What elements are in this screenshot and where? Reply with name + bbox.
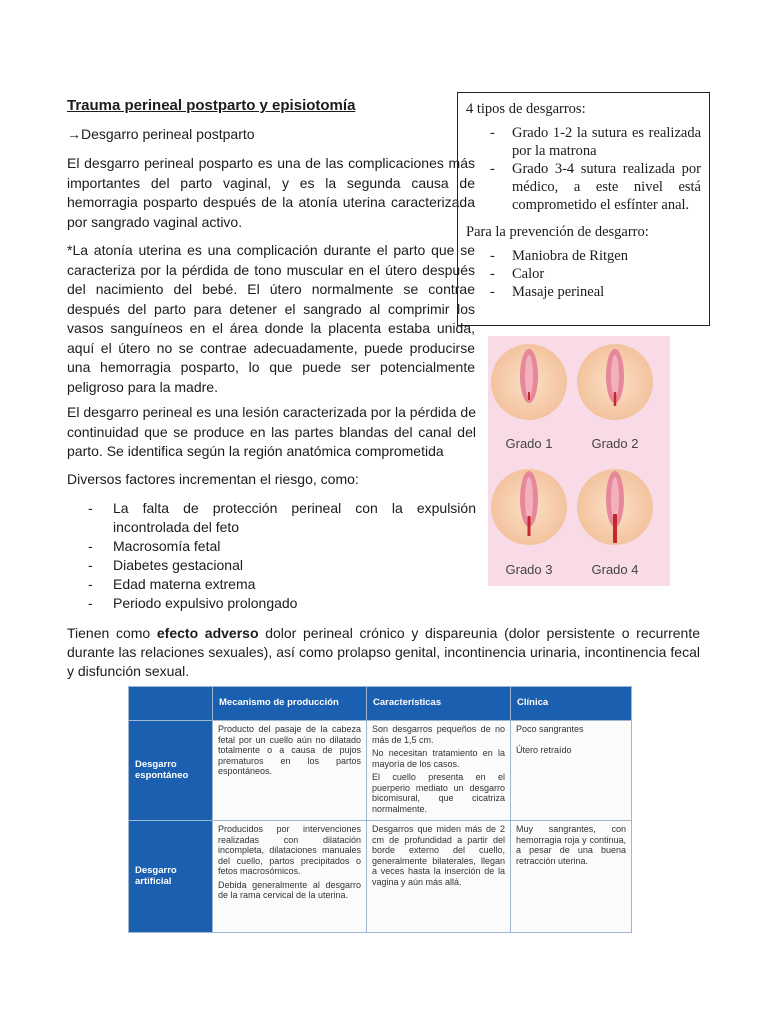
row-label: Desgarro artificial — [129, 821, 213, 933]
table-header-clinic: Clínica — [511, 687, 632, 721]
subtitle-text: Desgarro perineal postparto — [81, 126, 255, 142]
table-row — [129, 821, 632, 933]
grade-4-label: Grado 4 — [591, 562, 639, 577]
cell-text: Poco sangrantes — [516, 724, 584, 734]
grade-3-label: Grado 3 — [505, 562, 553, 577]
list-item: - Grado 1-2 la sutura es realizada por la matrona — [490, 124, 701, 160]
prevention-list — [490, 247, 701, 301]
paragraph-definition: El desgarro perineal posparto es una de las complicaciones más importantes del parto vaginal, y es la segunda causa de hemorragia posparto después de la atonía uterina caracterizada por sangrado vaginal activo. — [67, 155, 475, 230]
table-row — [129, 721, 632, 821]
list-item: - Edad materna extrema — [88, 575, 476, 594]
table-header-characteristics: Características — [367, 687, 511, 721]
table-header-empty — [129, 687, 213, 721]
grade-4-figure — [577, 469, 653, 545]
grade-2-label: Grado 2 — [591, 436, 639, 451]
cell-text: Muy sangrantes, con hemorragia roja y continua, a pesar de una buena retracción uterina. — [516, 824, 626, 866]
cell-text: Debida generalmente al desgarro de la rama cervical de la uterina. — [218, 879, 361, 900]
list-item: - Maniobra de Ritgen — [490, 247, 701, 265]
bold-term: efecto adverso — [156, 625, 259, 641]
table-header-row — [129, 687, 632, 721]
list-item: - Masaje perineal — [490, 283, 701, 301]
list-item: - Diabetes gestacional — [88, 556, 476, 575]
list-item: - Macrosomía fetal — [88, 537, 476, 556]
list-item: - Periodo expulsivo prolongado — [88, 594, 476, 613]
risk-factor-list — [88, 499, 476, 613]
text-span: Tienen como — [67, 625, 157, 641]
tear-types-list — [490, 124, 701, 214]
paragraph-lesion: El desgarro perineal es una lesión caracterizada por la pérdida de continuidad que se produce en las partes blandas del canal del parto. Se identifica según la región anatómica comprometida — [67, 404, 476, 459]
tear-degrees-illustration — [488, 336, 670, 586]
cell-clinic — [511, 721, 632, 821]
cell-text: Útero retraído — [516, 744, 572, 755]
list-item: - Grado 3-4 sutura realizada por médico, a este nivel está comprometido el esfínter anal. — [490, 160, 701, 214]
tear-classification-table — [128, 686, 632, 933]
cell-mechanism — [213, 821, 367, 933]
arrow-right-icon: → — [67, 126, 81, 142]
box-heading: 4 tipos de desgarros: — [466, 101, 586, 117]
row-label: Desgarro espontáneo — [129, 721, 213, 821]
cell-characteristics — [367, 821, 511, 933]
cell-text: Producto del pasaje de la cabeza fetal por un cuello aún no dilatado totalmente o a causa de pujos prematuros en los partos espontáneos. — [218, 724, 361, 776]
list-item: - Calor — [490, 265, 701, 283]
cell-text: Son desgarros pequeños de no más de 1,5 cm. — [372, 724, 505, 745]
cell-clinic — [511, 821, 632, 933]
paragraph-atonia: *La atonía uterina es una complicación durante el parto que se caracteriza por la pérdida de tono muscular en el útero después del nacimiento del bebé. El útero normalmente se contrae después del parto para detener el sangrado al comprimir los vasos sanguíneos en el área donde la placenta estaba unida, aquí el útero no se contrae adecuadamente, puede producirse una hemorragia posparto, lo que puede ser potencialmente peligroso para la madre. — [67, 242, 475, 395]
cell-text: No necesitan tratamiento en la mayoría de los casos. — [372, 748, 505, 769]
tear-types-box — [457, 92, 710, 326]
paragraph-adverse-effects — [67, 624, 700, 681]
cell-text: El cuello presenta en el puerperio mediato un desgarro bicomisural, que cicatriza normalmente. — [372, 772, 505, 814]
text-span: dolor perineal crónico y dispareunia (dolor persistente o recurrente durante las relaciones sexuales), así como prolapso genital, incontinencia urinaria, incontinencia fecal y disfunción sexual. — [67, 625, 700, 679]
page-title: Trauma perineal postparto y episiotomía — [67, 97, 356, 114]
cell-text: Producidos por intervenciones realizadas con dilatación incompleta, dilataciones manuales del cuello, partos precipitados o fetos macrosómicos. — [218, 824, 361, 876]
grade-3-figure — [491, 469, 567, 545]
cell-mechanism — [213, 721, 367, 821]
cell-text: Desgarros que miden más de 2 cm de profundidad a partir del borde externo del cuello, generalmente bilaterales, llegan a veces hasta la inserción de la vagina y aún más allá. — [372, 824, 505, 887]
section-subtitle — [67, 126, 255, 142]
list-item: - La falta de protección perineal con la expulsión incontrolada del feto — [88, 499, 476, 537]
paragraph-risk-intro: Diversos factores incrementan el riesgo, como: — [67, 471, 359, 487]
prevention-heading: Para la prevención de desgarro: — [466, 224, 649, 240]
grade-1-figure — [491, 344, 567, 420]
grade-2-figure — [577, 344, 653, 420]
cell-characteristics — [367, 721, 511, 821]
grade-1-label: Grado 1 — [505, 436, 553, 451]
table-header-mechanism: Mecanismo de producción — [213, 687, 367, 721]
tear-degrees-drawing — [488, 336, 670, 586]
